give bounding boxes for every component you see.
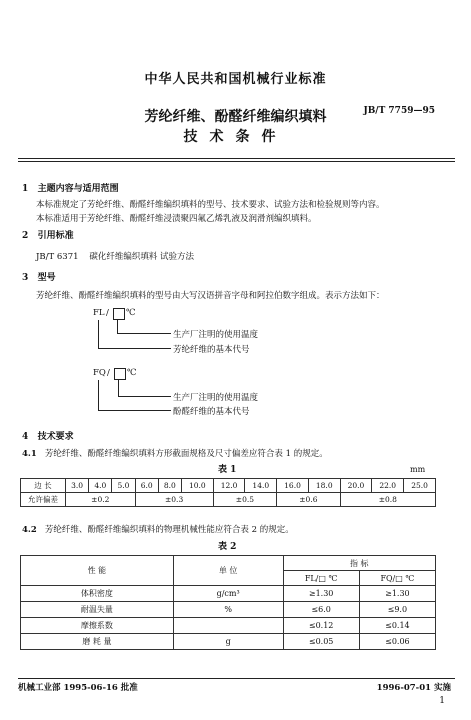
fl-code-label: FL xyxy=(93,308,105,318)
table-1-cell: ±0.8 xyxy=(340,493,435,507)
table-1 xyxy=(20,478,436,507)
table-row xyxy=(21,618,436,634)
table-2-property: 耐温失量 xyxy=(21,602,174,618)
table-2-unit xyxy=(173,618,283,634)
page-number: 1 xyxy=(439,696,445,706)
table-2-fq-value: ≥1.30 xyxy=(359,586,435,602)
reference-standard xyxy=(36,250,194,262)
table-1-caption: 表 1 xyxy=(218,465,237,475)
table-1-row-label: 允许偏差 xyxy=(21,493,66,507)
section-3-paragraph: 芳纶纤维、酚醛纤维编织填料的型号由大写汉语拼音字母和阿拉伯数字组成。表示方法如下： xyxy=(36,291,385,301)
section-4-1 xyxy=(22,447,328,459)
reference-title: 碳化纤维编织填料 试验方法 xyxy=(89,252,195,262)
table-1-cell: 20.0 xyxy=(340,479,372,493)
table-2-unit: g/cm³ xyxy=(173,586,283,602)
table-row xyxy=(21,586,436,602)
fq-temperature-box xyxy=(114,368,126,380)
section-title: 技术要求 xyxy=(37,432,74,442)
table-1-cell: 25.0 xyxy=(404,479,436,493)
section-1-paragraph-1: 本标准规定了芳纶纤维、酚醛纤维编织填料的型号、技术要求、试验方法和检验规则等内容。 xyxy=(36,200,385,210)
table-2-property: 摩擦系数 xyxy=(21,618,174,634)
table-row xyxy=(21,634,436,650)
table-1-cell: 5.0 xyxy=(112,479,135,493)
fq-leader-vertical-1 xyxy=(118,380,119,396)
section-1-heading xyxy=(22,181,119,194)
table-2-header-fq: FQ/□ ℃ xyxy=(359,571,435,586)
table-2-fl-value: ≤6.0 xyxy=(283,602,359,618)
table-2-property: 体积密度 xyxy=(21,586,174,602)
standard-header: 中华人民共和国机械行业标准 xyxy=(144,72,327,87)
table-1-cell: 4.0 xyxy=(89,479,112,493)
table-1-cell: 6.0 xyxy=(135,479,158,493)
section-1-paragraph-2: 本标准适用于芳纶纤维、酚醛纤维浸渍聚四氟乙烯乳液及润滑剂编织填料。 xyxy=(36,214,317,224)
table-1-tolerance-row xyxy=(21,493,436,507)
table-2-header-index: 指 标 xyxy=(283,556,435,571)
standard-code: JB/T 7759—95 xyxy=(363,106,435,116)
subsection-text: 芳纶纤维、酚醛纤维编织填料的物理机械性能应符合表 2 的规定。 xyxy=(44,525,294,535)
fl-leader-vertical-2 xyxy=(98,320,99,348)
section-4-2 xyxy=(22,523,294,535)
document-title-line2: 技术条件 xyxy=(183,129,288,145)
fl-leader-horizontal-2 xyxy=(98,348,171,349)
table-2-fl-value: ≤0.12 xyxy=(283,618,359,634)
section-number: 1 xyxy=(22,184,29,194)
reference-code: JB/T 6371 xyxy=(36,252,79,262)
implementation-line: 1996-07-01 实施 xyxy=(376,683,451,693)
section-2-heading xyxy=(22,228,74,241)
table-1-cell: ±0.3 xyxy=(135,493,213,507)
section-3-heading xyxy=(22,270,56,283)
table-1-cell: 22.0 xyxy=(372,479,404,493)
table-1-cell: 12.0 xyxy=(213,479,245,493)
section-title: 引用标准 xyxy=(37,231,74,241)
subsection-text: 芳纶纤维、酚醛纤维编织填料方形截面规格及尺寸偏差应符合表 1 的规定。 xyxy=(44,449,328,459)
fq-leader-vertical-2 xyxy=(98,380,99,410)
fl-slash: / xyxy=(106,308,109,318)
subsection-number: 4.1 xyxy=(22,449,37,459)
table-1-cell: ±0.5 xyxy=(213,493,276,507)
header-rule-top xyxy=(18,158,455,159)
table-1-cell: 16.0 xyxy=(277,479,309,493)
section-title: 主题内容与适用范围 xyxy=(37,184,119,194)
table-2-unit: g xyxy=(173,634,283,650)
table-2-fl-value: ≤0.05 xyxy=(283,634,359,650)
section-4-heading xyxy=(22,429,74,442)
table-2-fl-value: ≥1.30 xyxy=(283,586,359,602)
table-1-cell: 14.0 xyxy=(245,479,277,493)
table-2-property: 磨 耗 量 xyxy=(21,634,174,650)
footer-rule xyxy=(18,678,455,679)
header-rule-bottom xyxy=(18,161,455,162)
table-1-unit: mm xyxy=(410,465,426,474)
table-2-unit: % xyxy=(173,602,283,618)
document-title-line1: 芳纶纤维、酚醛纤维编织填料 xyxy=(144,109,327,125)
table-row xyxy=(21,602,436,618)
fq-leader-horizontal-2 xyxy=(98,410,171,411)
table-1-cell: 10.0 xyxy=(181,479,213,493)
section-number: 2 xyxy=(22,231,29,241)
fl-unit: ℃ xyxy=(126,308,136,318)
table-1-size-row xyxy=(21,479,436,493)
fq-temperature-label: 生产厂注明的使用温度 xyxy=(173,393,259,403)
fq-code-label: FQ xyxy=(93,368,106,378)
table-1-cell: 3.0 xyxy=(66,479,89,493)
table-2-fq-value: ≤0.06 xyxy=(359,634,435,650)
table-2 xyxy=(20,555,436,650)
table-2-fq-value: ≤9.0 xyxy=(359,602,435,618)
subsection-number: 4.2 xyxy=(22,525,37,535)
table-1-cell: 8.0 xyxy=(158,479,181,493)
section-number: 3 xyxy=(22,273,29,283)
approval-line: 机械工业部 1995-06-16 批准 xyxy=(18,683,138,693)
fl-temperature-label: 生产厂注明的使用温度 xyxy=(173,330,259,340)
fl-base-code-label: 芳纶纤维的基本代号 xyxy=(173,345,250,355)
table-1-cell: ±0.6 xyxy=(277,493,340,507)
table-2-caption: 表 2 xyxy=(218,542,237,552)
fq-base-code-label: 酚醛纤维的基本代号 xyxy=(173,407,250,417)
section-title: 型号 xyxy=(37,273,56,283)
table-1-row-label: 边 长 xyxy=(21,479,66,493)
fl-leader-vertical-1 xyxy=(117,320,118,333)
table-2-header-row xyxy=(21,556,436,571)
table-1-cell: 18.0 xyxy=(308,479,340,493)
fl-temperature-box xyxy=(113,308,125,320)
table-1-cell: ±0.2 xyxy=(66,493,136,507)
section-number: 4 xyxy=(22,432,29,442)
table-2-fq-value: ≤0.14 xyxy=(359,618,435,634)
fl-leader-horizontal-1 xyxy=(117,333,171,334)
table-2-header-unit: 单 位 xyxy=(173,556,283,586)
table-2-header-property: 性 能 xyxy=(21,556,174,586)
fq-leader-horizontal-1 xyxy=(118,396,171,397)
table-2-header-fl: FL/□ ℃ xyxy=(283,571,359,586)
fq-unit: ℃ xyxy=(127,368,137,378)
fq-slash: / xyxy=(107,368,110,378)
